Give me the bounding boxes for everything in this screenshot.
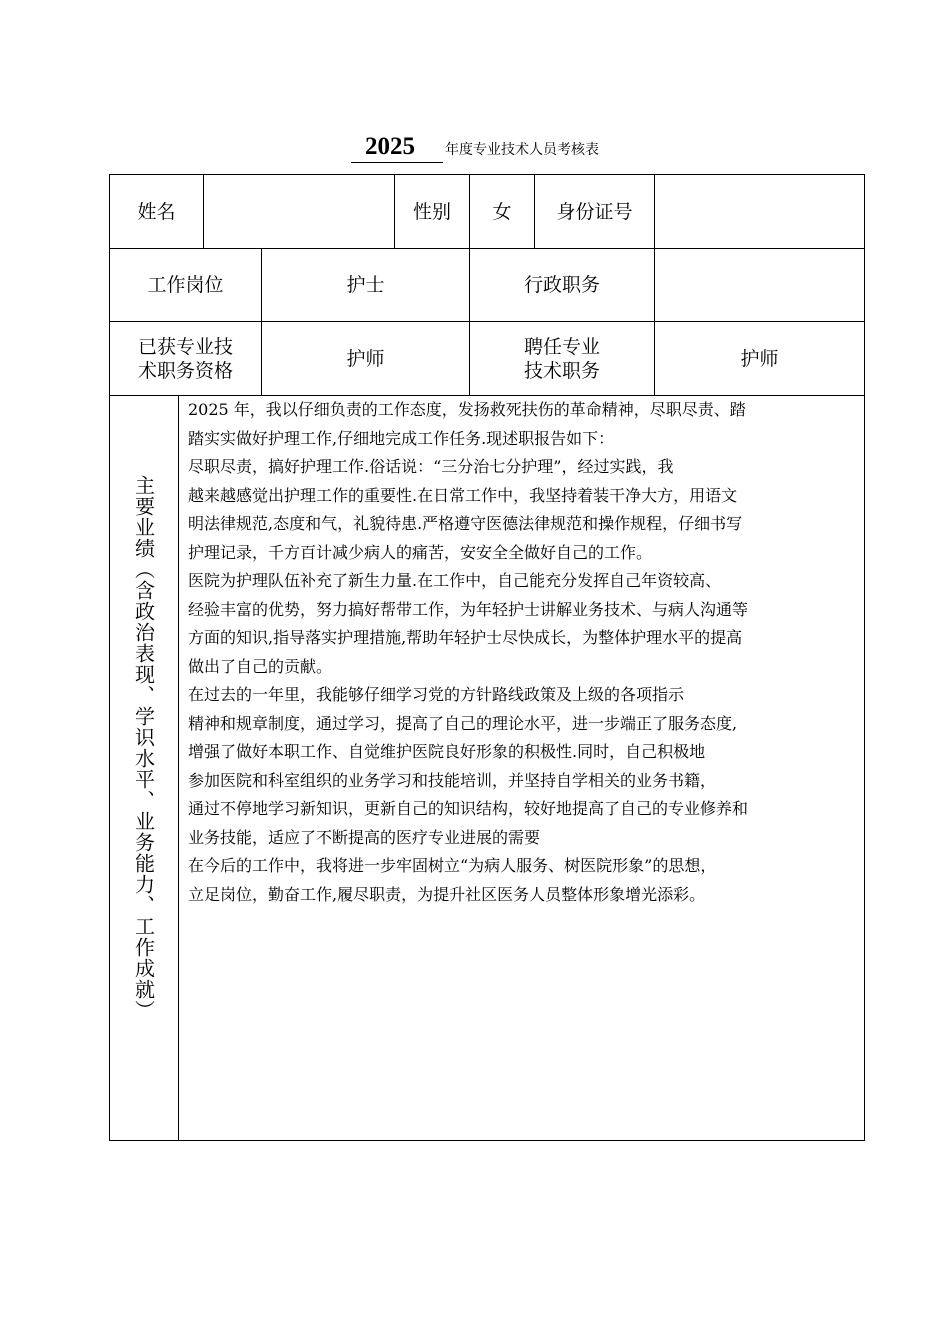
id-number-label: 身份证号 xyxy=(556,200,633,223)
post-label: 工作岗位 xyxy=(147,274,224,296)
id-number-field[interactable] xyxy=(655,175,864,248)
achievement-line: 立足岗位，勤奋工作,履尽职责，为提升社区医务人员整体形象增光添彩。 xyxy=(188,884,706,904)
qualification-label-line1: 已获专业技 xyxy=(137,335,233,358)
achievement-line: 护理记录，千方百计减少病人的痛苦，安安全全做好自己的工作。 xyxy=(188,542,653,562)
admin-position-field[interactable] xyxy=(655,249,864,321)
name-field[interactable] xyxy=(204,175,394,248)
achievement-line: 越来越感觉出护理工作的重要性.在日常工作中，我坚持着装干净大方，用语文 xyxy=(188,485,738,505)
achievement-line: 业务技能，适应了不断提高的医疗专业进展的需要 xyxy=(188,827,541,847)
achievement-line: 增强了做好本职工作、自觉维护医院良好形象的积极性.同时，自己积极地 xyxy=(188,742,706,761)
achievement-line: 明法律规范,态度和气，礼貌待患.严格遵守医德法律规范和操作规程，仔细书写 xyxy=(188,514,743,533)
achievement-line: 方面的知识,指导落实护理措施,帮助年轻护士尽快成长，为整体护理水平的提高 xyxy=(188,628,743,647)
qualification-label-line2: 术职务资格 xyxy=(137,359,233,382)
name-label: 姓名 xyxy=(137,200,176,223)
qualification-label xyxy=(110,322,261,395)
title-text: 年度专业技术人员考核表 xyxy=(445,142,599,158)
achievement-line: 在今后的工作中，我将进一步牢固树立“为病人服务、树医院形象”的思想， xyxy=(188,856,717,875)
title-year: 2025 xyxy=(351,132,443,163)
hired-title-label-line2: 技术职务 xyxy=(523,359,600,382)
form-title xyxy=(0,132,950,163)
achievement-line: 做出了自己的贡献。 xyxy=(188,656,333,676)
gender-field[interactable]: 女 xyxy=(492,200,512,223)
achievements-text[interactable] xyxy=(188,396,860,909)
admin-position-label: 行政职务 xyxy=(523,274,600,296)
achievement-line: 2025 年，我以仔细负责的工作态度，发扬救死扶伤的革命精神，尽职尽责、踏 xyxy=(188,400,746,419)
hired-title-label xyxy=(470,322,654,395)
hired-title-label-line1: 聘任专业 xyxy=(523,335,600,358)
post-field[interactable]: 护士 xyxy=(346,274,385,296)
col-divider xyxy=(178,395,179,1141)
achievements-label-text: 主要业绩（含政治表现、学识水平、业务能力、工作成就） xyxy=(131,475,156,1021)
achievement-line: 经验丰富的优势，努力搞好帮带工作，为年轻护士讲解业务技术、与病人沟通等 xyxy=(188,599,749,619)
achievement-line: 医院为护理队伍补充了新生力量.在工作中，自己能充分发挥自己年资较高、 xyxy=(188,571,722,590)
achievements-label xyxy=(109,475,178,1075)
achievement-line: 精神和规章制度，通过学习，提高了自己的理论水平，进一步端正了服务态度, xyxy=(188,713,738,733)
hired-title-field[interactable]: 护师 xyxy=(740,347,779,370)
gender-label: 性别 xyxy=(412,200,451,223)
achievement-line: 踏实实做好护理工作,仔细地完成工作任务.现述职报告如下： xyxy=(188,428,615,448)
achievement-line: 通过不停地学习新知识，更新自己的知识结构，较好地提高了自己的专业修养和 xyxy=(188,799,749,818)
achievement-line: 尽职尽责，搞好护理工作.俗话说：“三分治七分护理”，经过实践，我 xyxy=(188,457,674,476)
achievement-line: 参加医院和科室组织的业务学习和技能培训，并坚持自学相关的业务书籍， xyxy=(188,770,717,790)
qualification-field[interactable]: 护师 xyxy=(346,347,385,370)
achievement-line: 在过去的一年里，我能够仔细学习党的方针路线政策及上级的各项指示 xyxy=(188,685,685,704)
